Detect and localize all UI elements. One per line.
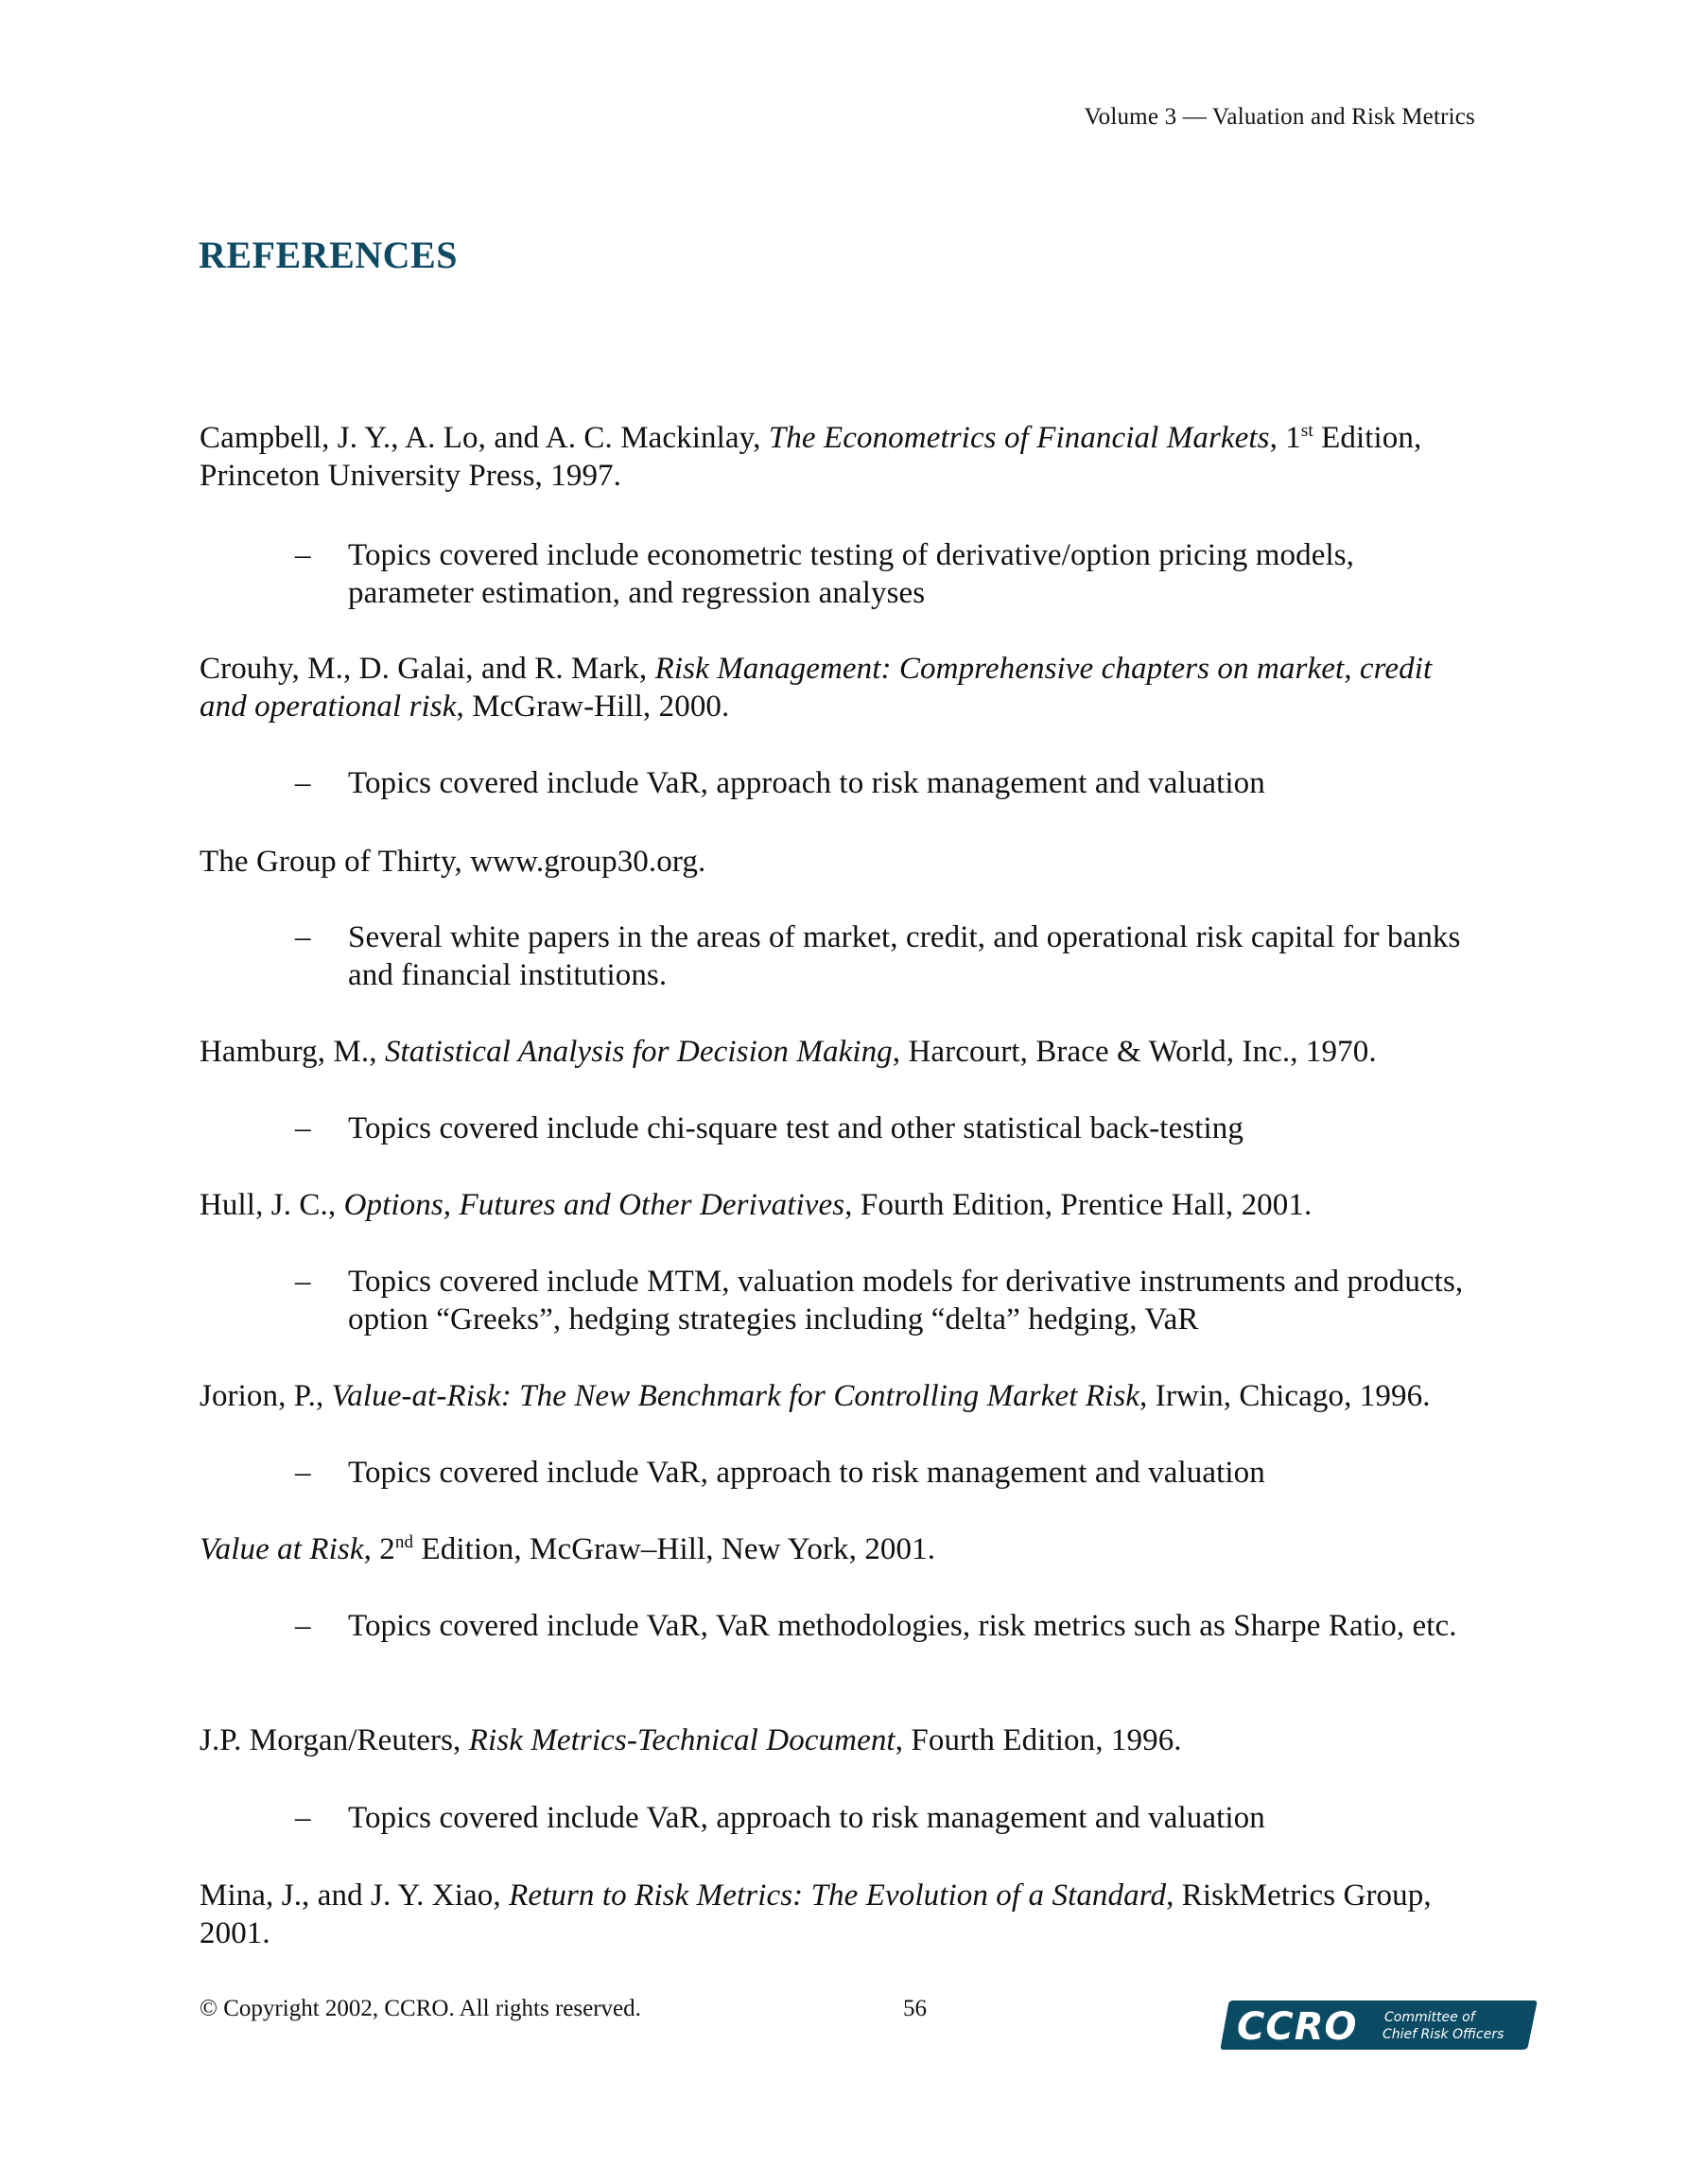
running-header: Volume 3 — Valuation and Risk Metrics — [1084, 104, 1475, 130]
reference-title: Statistical Analysis for Decision Making — [384, 1035, 893, 1069]
logo-line1: Committee of — [1384, 2010, 1475, 2025]
reference-edition-number: , 1 — [1269, 421, 1301, 455]
dash-bullet: – — [295, 1456, 311, 1490]
reference-entry — [200, 419, 1486, 495]
reference-note-text: Topics covered include MTM, valuation models for derivative instruments and products, option “Greeks”, hedging strategies including “delta” hedging, VaR — [348, 1265, 1464, 1337]
reference-title: Options, Futures and Other Derivatives — [343, 1188, 845, 1222]
reference-title: Risk Management: Comprehensive chapters on market, credit and operational risk — [200, 652, 1433, 724]
reference-note — [295, 1799, 1483, 1837]
reference-authors: The Group of Thirty, www.group30.org. — [200, 845, 706, 879]
dash-bullet: – — [295, 1609, 311, 1643]
reference-entry — [200, 650, 1486, 725]
reference-title: Return to Risk Metrics: The Evolution of a Standard — [509, 1878, 1167, 1913]
page-title: REFERENCES — [199, 234, 458, 276]
reference-note-text: Several white papers in the areas of market, credit, and operational risk capital for banks and financial institutions. — [348, 920, 1461, 992]
ccro-logo — [1220, 1999, 1538, 2052]
reference-note — [295, 1263, 1483, 1338]
dash-bullet: – — [295, 766, 311, 800]
reference-title: Value-at-Risk: The New Benchmark for Controlling Market Risk — [331, 1379, 1140, 1413]
reference-authors: Hull, J. C., — [200, 1188, 344, 1222]
reference-publisher: , Fourth Edition, 1996. — [895, 1723, 1182, 1757]
logo-line2: Chief Risk Officers — [1383, 2027, 1504, 2042]
reference-entry — [200, 843, 1486, 881]
reference-publisher: , Irwin, Chicago, 1996. — [1139, 1379, 1431, 1413]
reference-publisher: , Fourth Edition, Prentice Hall, 2001. — [844, 1188, 1313, 1222]
reference-note-text: Topics covered include VaR, approach to risk management and valuation — [348, 1456, 1265, 1490]
reference-note-text: Topics covered include VaR, VaR methodologies, risk metrics such as Sharpe Ratio, etc. — [348, 1609, 1457, 1643]
reference-edition-suffix: st — [1300, 421, 1313, 441]
reference-entry — [200, 1721, 1486, 1759]
logo-mark: CCRO — [1237, 2005, 1358, 2049]
dash-bullet: – — [295, 1801, 311, 1835]
reference-entry — [200, 1033, 1486, 1071]
dash-bullet: – — [295, 538, 311, 572]
reference-note-text: Topics covered include VaR, approach to risk management and valuation — [348, 1801, 1265, 1835]
reference-edition-number: , 2 — [363, 1532, 395, 1566]
reference-note-text: Topics covered include econometric testing of derivative/option pricing models, parameter estimation, and regression analyses — [348, 538, 1355, 610]
reference-note — [295, 1607, 1483, 1645]
reference-entry — [200, 1186, 1486, 1224]
reference-note — [295, 1454, 1483, 1492]
dash-bullet: – — [295, 920, 311, 954]
reference-authors: J.P. Morgan/Reuters, — [200, 1723, 469, 1757]
reference-publisher: , Harcourt, Brace & World, Inc., 1970. — [892, 1035, 1377, 1069]
reference-authors: Campbell, J. Y., A. Lo, and A. C. Mackinlay, — [200, 421, 769, 455]
reference-note — [295, 1109, 1483, 1147]
reference-note-text: Topics covered include VaR, approach to risk management and valuation — [348, 766, 1265, 800]
reference-title: Value at Risk — [200, 1532, 364, 1566]
reference-title: The Econometrics of Financial Markets — [768, 421, 1270, 455]
reference-publisher: , McGraw-Hill, 2000. — [456, 690, 730, 724]
copyright-notice: © Copyright 2002, CCRO. All rights reserved. — [200, 1996, 641, 2021]
reference-entry — [200, 1877, 1486, 1952]
reference-publisher: Edition, McGraw–Hill, New York, 2001. — [413, 1532, 936, 1566]
reference-authors: Mina, J., and J. Y. Xiao, — [200, 1878, 510, 1913]
reference-note-text: Topics covered include chi-square test and other statistical back-testing — [348, 1111, 1244, 1145]
reference-entry — [200, 1530, 1486, 1568]
reference-authors: Jorion, P., — [200, 1379, 332, 1413]
reference-entry — [200, 1377, 1486, 1415]
reference-note — [295, 918, 1483, 994]
reference-note — [295, 764, 1483, 802]
page-number: 56 — [903, 1996, 927, 2021]
reference-publisher: Edition, Princeton University Press, 1997. — [200, 421, 1422, 493]
reference-note — [295, 536, 1483, 612]
reference-authors: Crouhy, M., D. Galai, and R. Mark, — [200, 652, 655, 686]
reference-authors: Hamburg, M., — [200, 1035, 385, 1069]
dash-bullet: – — [295, 1265, 311, 1299]
reference-edition-suffix: nd — [394, 1532, 414, 1552]
reference-publisher: , RiskMetrics Group, 2001. — [200, 1878, 1432, 1950]
dash-bullet: – — [295, 1111, 311, 1145]
reference-title: Risk Metrics-Technical Document — [468, 1723, 896, 1757]
